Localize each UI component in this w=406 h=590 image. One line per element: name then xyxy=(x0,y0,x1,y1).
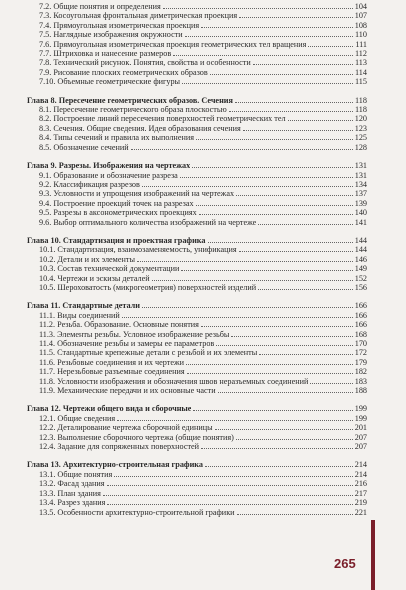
toc-entry: 12.3. Выполнение сборочного чертежа (общие понятия) 207 xyxy=(39,432,367,442)
chapter-heading: Глава 12. Чертежи общего вида и сборочные 199 xyxy=(27,404,367,414)
toc-entry: 11.1. Виды соединений 166 xyxy=(39,310,367,320)
toc-entry: 7.7. Штриховка и нанесение размеров 112 xyxy=(39,49,367,59)
toc-entry: 7.8. Технический рисунок. Понятия, свойства и особенности 113 xyxy=(39,58,367,68)
toc-entry: 11.4. Обозначение резьбы и замеры ее параметров 170 xyxy=(39,339,367,348)
toc-entry: 11.9. Механические передачи и их основные части 188 xyxy=(39,386,367,396)
chapter-heading: Глава 11. Стандартные детали 166 xyxy=(27,301,367,311)
toc-entry: 7.9. Рисование плоских геометрических образов 114 xyxy=(39,67,367,77)
toc-entry: 9.4. Построение проекций точек на разрезах 139 xyxy=(39,198,367,208)
toc-entry: 7.2. Общие понятия и определения 104 xyxy=(39,2,367,11)
chapter-heading: Глава 8. Пересечение геометрических образов. Сечения 118 xyxy=(27,95,367,105)
chapter-heading: Глава 13. Архитектурно-строительная графика 214 xyxy=(27,460,367,470)
toc-entry: 8.3. Сечения. Общие сведения. Идея образования сечения 123 xyxy=(39,123,367,133)
toc-entry: 7.6. Прямоугольная изометрическая проекция геометрических тел вращения 111 xyxy=(39,39,367,49)
toc-entry: 9.2. Классификация разрезов 134 xyxy=(39,179,367,189)
page-number: 265 xyxy=(334,556,356,571)
toc-entry: 11.3. Элементы резьбы. Условное изображение резьбы 168 xyxy=(39,329,367,339)
toc-entry: 8.5. Обозначение сечений 128 xyxy=(39,142,367,152)
toc-entry: 10.4. Чертежи и эскизы деталей 152 xyxy=(39,273,367,283)
toc-entry: 8.2. Построение линий пересечения поверхностей геометрических тел 120 xyxy=(39,114,367,124)
toc-entry: 12.1. Общие сведения 199 xyxy=(39,413,367,423)
page-edge-marker xyxy=(371,520,375,590)
toc-entry: 11.6. Резьбовые соединения и их чертежи 179 xyxy=(39,357,367,367)
toc-entry: 11.5. Стандартные крепежные детали с резьбой и их элементы 172 xyxy=(39,348,367,358)
toc-entry: 13.1. Общие понятия 214 xyxy=(39,469,367,479)
toc-entry: 10.3. Состав технической документации 149 xyxy=(39,264,367,274)
toc-entry: 10.1. Стандартизация, взаимозаменяемость, унификация 144 xyxy=(39,245,367,255)
toc-entry: 11.7. Нерезьбовые разъемные соединения 182 xyxy=(39,367,367,377)
toc-entry: 9.1. Образование и обозначение разреза 131 xyxy=(39,170,367,180)
toc-entry: 10.2. Детали и их элементы 146 xyxy=(39,254,367,264)
toc-entry: 7.10. Объемные геометрические фигуры 115 xyxy=(39,77,367,87)
toc-entry: 13.4. Разрез здания 219 xyxy=(39,498,367,508)
toc-entry: 12.2. Деталирование чертежа сборочной единицы 201 xyxy=(39,423,367,433)
toc-entry: 11.2. Резьба. Образование. Основные понятия 166 xyxy=(39,320,367,330)
toc-entry: 9.5. Разрезы в аксонометрических проекциях 140 xyxy=(39,208,367,218)
chapter-heading: Глава 9. Разрезы. Изображения на чертежах 131 xyxy=(27,161,367,171)
toc-entry: 13.2. Фасад здания 216 xyxy=(39,479,367,489)
toc-entry: 9.3. Условности и упрощения изображений на чертежах 137 xyxy=(39,189,367,199)
toc-entry: 8.4. Типы сечений и правила их выполнения 125 xyxy=(39,133,367,143)
chapter-heading: Глава 10. Стандартизация и проектная графика 144 xyxy=(27,235,367,245)
toc-entry: 11.8. Условности изображения и обозначения швов неразъемных соединений 183 xyxy=(39,376,367,386)
toc-entry: 12.4. Задание для сопряженных поверхностей 207 xyxy=(39,442,367,452)
toc-entry: 9.6. Выбор оптимального количества изображений на чертеже 141 xyxy=(39,217,367,227)
table-of-contents xyxy=(27,2,367,517)
toc-entry: 10.5. Шероховатость (микрогеометрия) поверхностей изделий 156 xyxy=(39,282,367,292)
toc-entry: 8.1. Пересечение геометрического образа плоскостью 118 xyxy=(39,105,367,115)
toc-entry: 13.5. Особенности архитектурно-строительной графики 221 xyxy=(39,507,367,517)
toc-entry: 7.5. Наглядные изображения окружности 110 xyxy=(39,30,367,40)
toc-entry: 13.3. План здания 217 xyxy=(39,488,367,498)
toc-entry: 7.4. Прямоугольная изометрическая проекция 108 xyxy=(39,20,367,30)
toc-entry: 7.3. Косоугольная фронтальная диметрическая проекция 107 xyxy=(39,11,367,21)
